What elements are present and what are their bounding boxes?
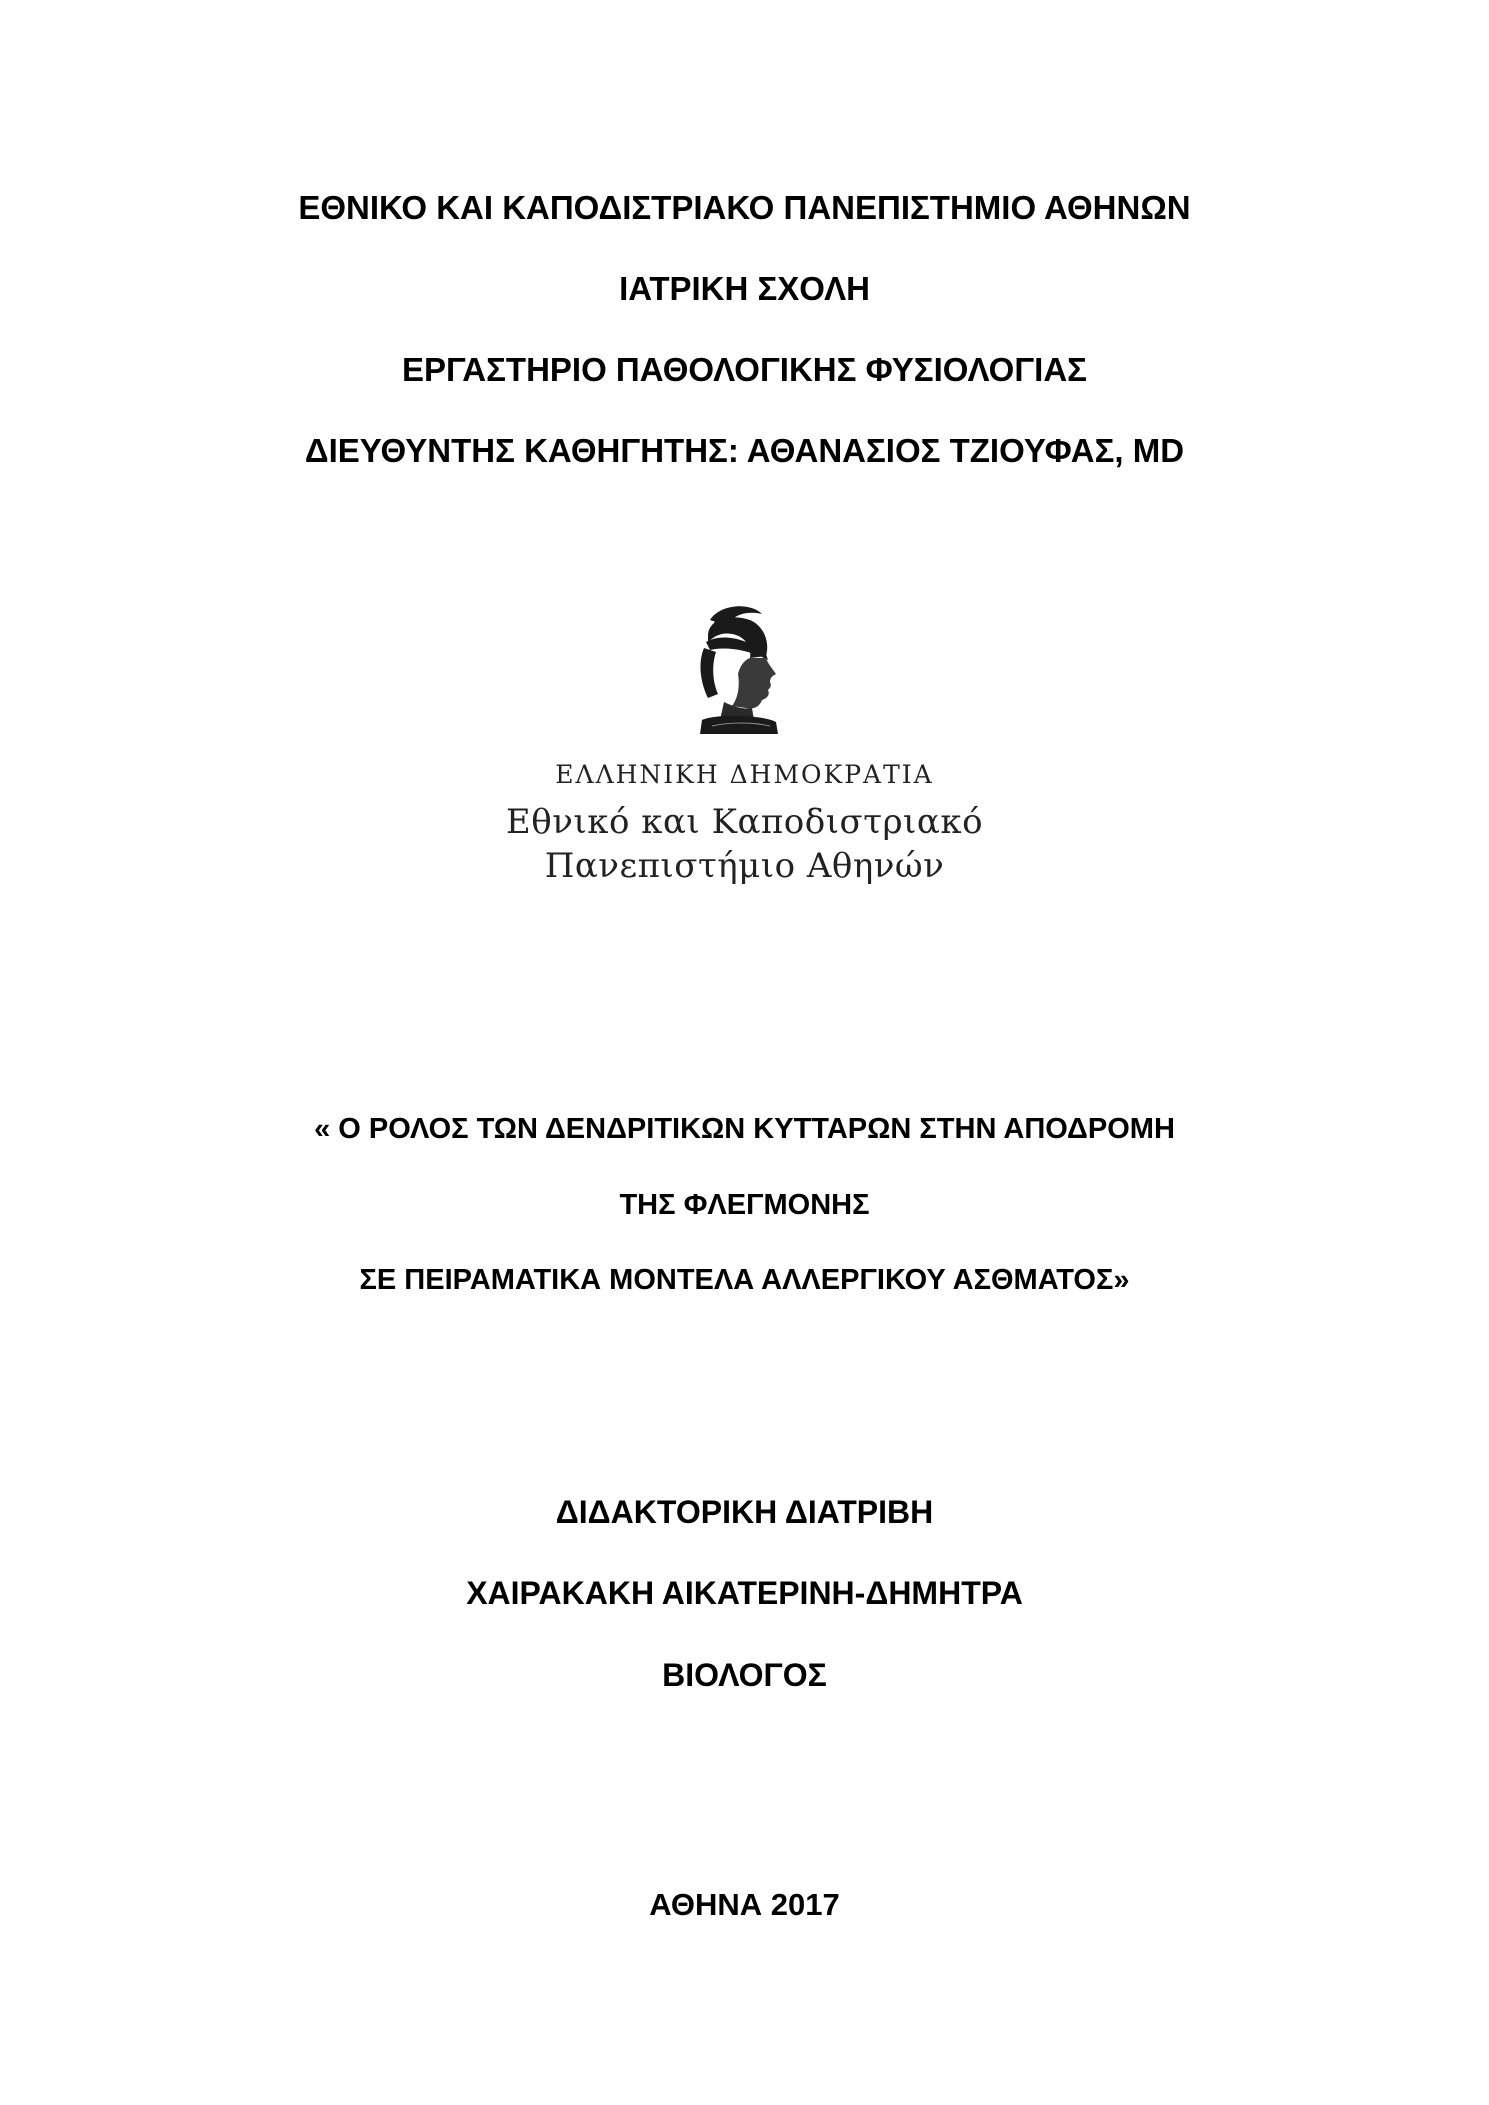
athena-head-emblem-icon <box>680 602 800 734</box>
emblem-university-line-1: Εθνικό και Καποδιστριακό <box>505 802 984 842</box>
thesis-title-line-3: ΣΕ ΠΕΙΡΑΜΑΤΙΚΑ ΜΟΝΤΕΛΑ ΑΛΛΕΡΓΙΚΟΥ ΑΣΘΜΑΤΟΣ» <box>359 1264 1130 1296</box>
thesis-type: ΔΙΔΑΚΤΟΡΙΚΗ ΔΙΑΤΡΙΒΗ <box>555 1494 934 1530</box>
author-profession: ΒΙΟΛΟΓΟΣ <box>662 1657 827 1693</box>
thesis-title-line-1: « Ο ΡΟΛΟΣ ΤΩΝ ΔΕΝΔΡΙΤΙΚΩΝ ΚΥΤΤΑΡΩΝ ΣΤΗΝ ΑΠΟΔΡΟΜΗ <box>314 1113 1175 1145</box>
director-line: ΔΙΕΥΘΥΝΤΗΣ ΚΑΘΗΓΗΤΗΣ: ΑΘΑΝΑΣΙΟΣ ΤΖΙΟΥΦΑΣ, MD <box>304 432 1185 469</box>
author-name: ΧΑΙΡΑΚΑΚΗ ΑΙΚΑΤΕΡΙΝΗ-ΔΗΜΗΤΡΑ <box>466 1575 1023 1611</box>
emblem-university-line-2: Πανεπιστήμιο Αθηνών <box>544 846 945 886</box>
place-and-year: ΑΘΗΝΑ 2017 <box>649 1887 840 1922</box>
emblem-republic-text: ΕΛΛΗΝΙΚΗ ΔΗΜΟΚΡΑΤΙΑ <box>555 760 934 789</box>
school-name: ΙΑΤΡΙΚΗ ΣΧΟΛΗ <box>619 270 870 307</box>
university-name: ΕΘΝΙΚΟ ΚΑΙ ΚΑΠΟΔΙΣΤΡΙΑΚΟ ΠΑΝΕΠΙΣΤΗΜΙΟ ΑΘΗΝΩΝ <box>298 189 1191 226</box>
laboratory-name: ΕΡΓΑΣΤΗΡΙΟ ΠΑΘΟΛΟΓΙΚΗΣ ΦΥΣΙΟΛΟΓΙΑΣ <box>402 351 1087 388</box>
thesis-title-line-2: ΤΗΣ ΦΛΕΓΜΟΝΗΣ <box>619 1189 870 1221</box>
